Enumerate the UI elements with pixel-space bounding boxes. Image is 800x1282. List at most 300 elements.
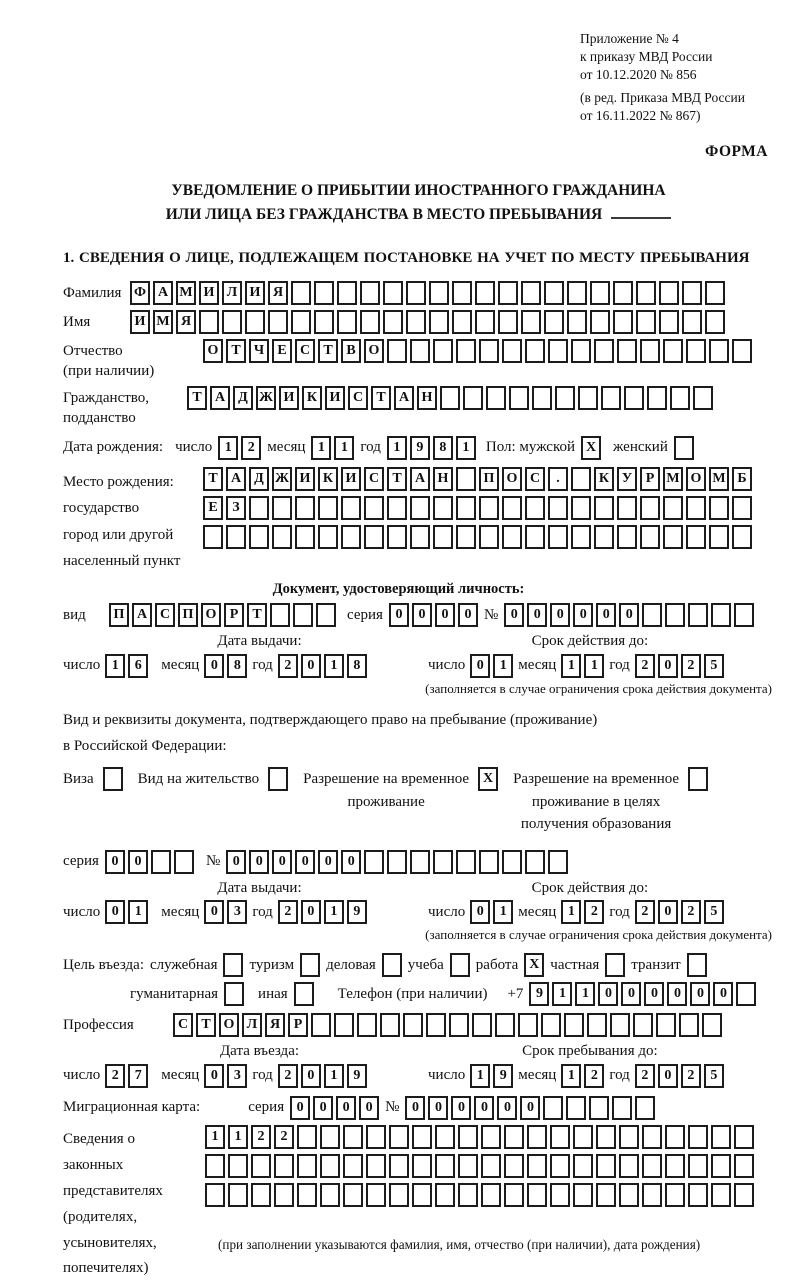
char-cell[interactable] [544, 281, 564, 305]
char-cell[interactable]: И [130, 310, 150, 334]
char-cell[interactable] [732, 525, 752, 549]
char-cell[interactable]: И [325, 386, 345, 410]
char-cell[interactable] [452, 281, 472, 305]
char-cell[interactable] [521, 281, 541, 305]
purpose-other-checkbox[interactable] [294, 982, 314, 1006]
char-cell[interactable]: 0 [272, 850, 292, 874]
char-cell[interactable]: В [341, 339, 361, 363]
char-cell[interactable] [525, 850, 545, 874]
char-cell[interactable]: 1 [493, 900, 513, 924]
char-cell[interactable]: 0 [204, 1064, 224, 1088]
char-cell[interactable] [389, 1154, 409, 1178]
char-cell[interactable] [619, 1125, 639, 1149]
char-cell[interactable] [550, 1125, 570, 1149]
char-cell[interactable]: 2 [635, 900, 655, 924]
char-cell[interactable] [656, 1013, 676, 1037]
migration-series-input[interactable] [290, 1096, 379, 1120]
char-cell[interactable] [226, 525, 246, 549]
char-cell[interactable]: 2 [278, 654, 298, 678]
char-cell[interactable]: 2 [241, 436, 261, 460]
char-cell[interactable] [566, 1096, 586, 1120]
residence-valid-month[interactable] [561, 900, 604, 924]
char-cell[interactable] [688, 767, 708, 791]
char-cell[interactable] [527, 1154, 547, 1178]
char-cell[interactable] [314, 281, 334, 305]
representatives-input-row1[interactable] [205, 1125, 754, 1149]
char-cell[interactable] [475, 310, 495, 334]
char-cell[interactable] [550, 1154, 570, 1178]
residence-valid-year[interactable] [635, 900, 724, 924]
char-cell[interactable] [670, 386, 690, 410]
char-cell[interactable]: А [153, 281, 173, 305]
char-cell[interactable]: М [176, 281, 196, 305]
char-cell[interactable] [406, 310, 426, 334]
birth-month-input[interactable] [311, 436, 354, 460]
char-cell[interactable]: X [581, 436, 601, 460]
patronymic-input[interactable] [203, 339, 752, 363]
char-cell[interactable]: 0 [470, 654, 490, 678]
char-cell[interactable] [711, 1125, 731, 1149]
residence-issue-year[interactable] [278, 900, 367, 924]
char-cell[interactable] [174, 850, 194, 874]
char-cell[interactable]: Т [226, 339, 246, 363]
char-cell[interactable] [410, 496, 430, 520]
char-cell[interactable] [294, 982, 314, 1006]
doc-issue-month[interactable] [204, 654, 247, 678]
profession-input[interactable] [173, 1013, 722, 1037]
char-cell[interactable] [403, 1013, 423, 1037]
char-cell[interactable]: 0 [318, 850, 338, 874]
char-cell[interactable] [663, 339, 683, 363]
doc-kind-input[interactable] [109, 603, 336, 627]
char-cell[interactable]: Л [222, 281, 242, 305]
char-cell[interactable] [151, 850, 171, 874]
char-cell[interactable] [366, 1154, 386, 1178]
purpose-study-checkbox[interactable] [450, 953, 470, 977]
char-cell[interactable] [456, 339, 476, 363]
char-cell[interactable] [410, 850, 430, 874]
char-cell[interactable]: Е [203, 496, 223, 520]
char-cell[interactable] [613, 310, 633, 334]
char-cell[interactable] [270, 603, 290, 627]
char-cell[interactable]: М [663, 467, 683, 491]
stay-month[interactable] [561, 1064, 604, 1088]
char-cell[interactable]: 0 [204, 654, 224, 678]
char-cell[interactable] [456, 525, 476, 549]
char-cell[interactable]: X [524, 953, 544, 977]
char-cell[interactable]: Р [640, 467, 660, 491]
char-cell[interactable] [452, 310, 472, 334]
char-cell[interactable] [573, 1154, 593, 1178]
phone-input[interactable] [529, 982, 756, 1006]
char-cell[interactable]: 0 [249, 850, 269, 874]
char-cell[interactable] [406, 281, 426, 305]
migration-number-input[interactable] [405, 1096, 655, 1120]
gender-male-checkbox[interactable] [581, 436, 601, 460]
char-cell[interactable] [199, 310, 219, 334]
char-cell[interactable] [590, 281, 610, 305]
char-cell[interactable]: О [502, 467, 522, 491]
char-cell[interactable] [642, 1154, 662, 1178]
char-cell[interactable] [594, 339, 614, 363]
char-cell[interactable] [341, 525, 361, 549]
char-cell[interactable] [589, 1096, 609, 1120]
char-cell[interactable] [594, 525, 614, 549]
char-cell[interactable] [412, 1125, 432, 1149]
char-cell[interactable]: 0 [621, 982, 641, 1006]
char-cell[interactable]: 0 [451, 1096, 471, 1120]
char-cell[interactable]: 0 [598, 982, 618, 1006]
char-cell[interactable] [682, 281, 702, 305]
char-cell[interactable]: А [210, 386, 230, 410]
char-cell[interactable]: 2 [278, 900, 298, 924]
char-cell[interactable] [693, 386, 713, 410]
char-cell[interactable]: 2 [251, 1125, 271, 1149]
char-cell[interactable] [686, 496, 706, 520]
temp-residence-education-checkbox[interactable] [688, 767, 708, 791]
char-cell[interactable] [688, 1125, 708, 1149]
char-cell[interactable] [429, 310, 449, 334]
char-cell[interactable] [659, 281, 679, 305]
char-cell[interactable] [682, 310, 702, 334]
char-cell[interactable] [475, 281, 495, 305]
char-cell[interactable] [456, 496, 476, 520]
char-cell[interactable] [732, 496, 752, 520]
char-cell[interactable] [686, 339, 706, 363]
char-cell[interactable] [433, 496, 453, 520]
char-cell[interactable] [596, 1183, 616, 1207]
char-cell[interactable] [364, 850, 384, 874]
doc-valid-day[interactable] [470, 654, 513, 678]
char-cell[interactable]: С [295, 339, 315, 363]
doc-issue-day[interactable] [105, 654, 148, 678]
char-cell[interactable]: Н [433, 467, 453, 491]
char-cell[interactable]: 1 [311, 436, 331, 460]
char-cell[interactable]: И [199, 281, 219, 305]
char-cell[interactable] [387, 496, 407, 520]
char-cell[interactable] [498, 310, 518, 334]
char-cell[interactable]: У [617, 467, 637, 491]
char-cell[interactable] [357, 1013, 377, 1037]
char-cell[interactable] [571, 339, 591, 363]
char-cell[interactable] [297, 1154, 317, 1178]
char-cell[interactable]: 0 [573, 603, 593, 627]
char-cell[interactable] [272, 525, 292, 549]
char-cell[interactable]: 0 [128, 850, 148, 874]
char-cell[interactable] [245, 310, 265, 334]
char-cell[interactable] [486, 386, 506, 410]
char-cell[interactable] [481, 1154, 501, 1178]
char-cell[interactable] [635, 1096, 655, 1120]
char-cell[interactable]: Р [224, 603, 244, 627]
char-cell[interactable] [272, 496, 292, 520]
char-cell[interactable] [567, 281, 587, 305]
char-cell[interactable]: 1 [584, 654, 604, 678]
char-cell[interactable] [337, 310, 357, 334]
char-cell[interactable]: Я [176, 310, 196, 334]
char-cell[interactable] [550, 1183, 570, 1207]
char-cell[interactable]: И [341, 467, 361, 491]
stay-year[interactable] [635, 1064, 724, 1088]
purpose-transit-checkbox[interactable] [687, 953, 707, 977]
char-cell[interactable] [686, 525, 706, 549]
char-cell[interactable]: 0 [470, 900, 490, 924]
char-cell[interactable]: 0 [527, 603, 547, 627]
char-cell[interactable] [548, 496, 568, 520]
char-cell[interactable] [573, 1183, 593, 1207]
char-cell[interactable] [449, 1013, 469, 1037]
visa-checkbox[interactable] [103, 767, 123, 791]
char-cell[interactable]: 2 [278, 1064, 298, 1088]
gender-female-checkbox[interactable] [674, 436, 694, 460]
char-cell[interactable]: 0 [204, 900, 224, 924]
char-cell[interactable] [734, 1125, 754, 1149]
char-cell[interactable] [567, 310, 587, 334]
char-cell[interactable]: М [153, 310, 173, 334]
char-cell[interactable]: О [364, 339, 384, 363]
purpose-private-checkbox[interactable] [605, 953, 625, 977]
char-cell[interactable]: 0 [341, 850, 361, 874]
char-cell[interactable] [663, 525, 683, 549]
char-cell[interactable]: Т [196, 1013, 216, 1037]
char-cell[interactable] [663, 496, 683, 520]
char-cell[interactable]: 5 [704, 654, 724, 678]
char-cell[interactable] [463, 386, 483, 410]
char-cell[interactable] [410, 339, 430, 363]
temp-residence-checkbox[interactable] [478, 767, 498, 791]
char-cell[interactable] [205, 1183, 225, 1207]
char-cell[interactable]: 0 [658, 654, 678, 678]
char-cell[interactable]: 0 [474, 1096, 494, 1120]
char-cell[interactable] [274, 1154, 294, 1178]
char-cell[interactable] [705, 281, 725, 305]
char-cell[interactable]: 5 [704, 900, 724, 924]
char-cell[interactable]: 0 [313, 1096, 333, 1120]
char-cell[interactable] [502, 496, 522, 520]
char-cell[interactable] [573, 1125, 593, 1149]
char-cell[interactable] [688, 1154, 708, 1178]
char-cell[interactable] [456, 850, 476, 874]
char-cell[interactable]: Б [732, 467, 752, 491]
char-cell[interactable] [383, 281, 403, 305]
char-cell[interactable] [605, 953, 625, 977]
char-cell[interactable] [472, 1013, 492, 1037]
char-cell[interactable] [709, 339, 729, 363]
char-cell[interactable] [624, 386, 644, 410]
char-cell[interactable] [320, 1125, 340, 1149]
char-cell[interactable] [642, 1125, 662, 1149]
birth-day-input[interactable] [218, 436, 261, 460]
char-cell[interactable] [590, 310, 610, 334]
char-cell[interactable]: 0 [458, 603, 478, 627]
char-cell[interactable] [251, 1183, 271, 1207]
surname-input[interactable] [130, 281, 725, 305]
char-cell[interactable]: С [525, 467, 545, 491]
char-cell[interactable] [366, 1125, 386, 1149]
char-cell[interactable] [527, 1125, 547, 1149]
char-cell[interactable] [525, 525, 545, 549]
char-cell[interactable]: 0 [301, 1064, 321, 1088]
char-cell[interactable] [502, 850, 522, 874]
char-cell[interactable]: О [201, 603, 221, 627]
char-cell[interactable] [527, 1183, 547, 1207]
representatives-input-row2[interactable] [205, 1154, 754, 1178]
char-cell[interactable] [337, 281, 357, 305]
char-cell[interactable] [525, 496, 545, 520]
char-cell[interactable]: 2 [635, 1064, 655, 1088]
char-cell[interactable] [224, 982, 244, 1006]
char-cell[interactable]: Н [417, 386, 437, 410]
char-cell[interactable] [619, 1183, 639, 1207]
char-cell[interactable]: 2 [681, 654, 701, 678]
char-cell[interactable] [571, 525, 591, 549]
char-cell[interactable]: 1 [561, 1064, 581, 1088]
char-cell[interactable] [343, 1154, 363, 1178]
char-cell[interactable] [702, 1013, 722, 1037]
char-cell[interactable]: 0 [658, 1064, 678, 1088]
char-cell[interactable] [440, 386, 460, 410]
char-cell[interactable] [481, 1183, 501, 1207]
char-cell[interactable] [711, 603, 731, 627]
char-cell[interactable] [711, 1183, 731, 1207]
char-cell[interactable] [613, 281, 633, 305]
char-cell[interactable]: 0 [226, 850, 246, 874]
char-cell[interactable] [412, 1183, 432, 1207]
char-cell[interactable] [504, 1183, 524, 1207]
char-cell[interactable] [228, 1183, 248, 1207]
char-cell[interactable] [318, 525, 338, 549]
char-cell[interactable]: 0 [428, 1096, 448, 1120]
char-cell[interactable]: 0 [504, 603, 524, 627]
char-cell[interactable] [268, 767, 288, 791]
char-cell[interactable]: 7 [128, 1064, 148, 1088]
char-cell[interactable]: 6 [128, 654, 148, 678]
representatives-input-row3[interactable] [205, 1183, 754, 1207]
char-cell[interactable] [709, 525, 729, 549]
char-cell[interactable]: 2 [635, 654, 655, 678]
residence-number-input[interactable] [226, 850, 568, 874]
char-cell[interactable]: П [479, 467, 499, 491]
char-cell[interactable] [640, 525, 660, 549]
char-cell[interactable]: . [548, 467, 568, 491]
char-cell[interactable] [382, 953, 402, 977]
char-cell[interactable] [311, 1013, 331, 1037]
char-cell[interactable] [665, 603, 685, 627]
char-cell[interactable]: 0 [497, 1096, 517, 1120]
residence-issue-day[interactable] [105, 900, 148, 924]
char-cell[interactable]: 2 [105, 1064, 125, 1088]
char-cell[interactable] [223, 953, 243, 977]
char-cell[interactable] [555, 386, 575, 410]
char-cell[interactable] [291, 281, 311, 305]
char-cell[interactable]: 1 [324, 900, 344, 924]
char-cell[interactable]: Т [247, 603, 267, 627]
char-cell[interactable] [640, 496, 660, 520]
char-cell[interactable] [433, 339, 453, 363]
char-cell[interactable] [674, 436, 694, 460]
char-cell[interactable] [636, 310, 656, 334]
char-cell[interactable] [509, 386, 529, 410]
char-cell[interactable]: 2 [584, 900, 604, 924]
char-cell[interactable]: 0 [359, 1096, 379, 1120]
char-cell[interactable]: Д [233, 386, 253, 410]
char-cell[interactable]: 1 [552, 982, 572, 1006]
char-cell[interactable] [647, 386, 667, 410]
char-cell[interactable] [479, 525, 499, 549]
char-cell[interactable]: 8 [227, 654, 247, 678]
char-cell[interactable] [295, 525, 315, 549]
residence-issue-month[interactable] [204, 900, 247, 924]
char-cell[interactable] [734, 603, 754, 627]
char-cell[interactable]: 1 [334, 436, 354, 460]
char-cell[interactable]: 0 [336, 1096, 356, 1120]
birth-place-input-row1[interactable] [203, 467, 752, 491]
char-cell[interactable]: 0 [667, 982, 687, 1006]
char-cell[interactable] [334, 1013, 354, 1037]
char-cell[interactable]: 2 [584, 1064, 604, 1088]
char-cell[interactable]: Е [272, 339, 292, 363]
char-cell[interactable] [320, 1154, 340, 1178]
char-cell[interactable] [543, 1096, 563, 1120]
char-cell[interactable]: Я [268, 281, 288, 305]
char-cell[interactable] [532, 386, 552, 410]
char-cell[interactable] [426, 1013, 446, 1037]
char-cell[interactable]: 2 [681, 1064, 701, 1088]
char-cell[interactable]: И [295, 467, 315, 491]
char-cell[interactable] [594, 496, 614, 520]
char-cell[interactable] [297, 1183, 317, 1207]
char-cell[interactable] [456, 467, 476, 491]
char-cell[interactable] [412, 1154, 432, 1178]
char-cell[interactable] [222, 310, 242, 334]
char-cell[interactable]: С [348, 386, 368, 410]
char-cell[interactable] [410, 525, 430, 549]
char-cell[interactable] [450, 953, 470, 977]
char-cell[interactable] [343, 1183, 363, 1207]
char-cell[interactable]: Т [387, 467, 407, 491]
char-cell[interactable] [518, 1013, 538, 1037]
char-cell[interactable]: Ч [249, 339, 269, 363]
char-cell[interactable]: 0 [405, 1096, 425, 1120]
char-cell[interactable] [293, 603, 313, 627]
char-cell[interactable] [479, 850, 499, 874]
doc-issue-year[interactable] [278, 654, 367, 678]
char-cell[interactable] [541, 1013, 561, 1037]
char-cell[interactable] [521, 310, 541, 334]
char-cell[interactable] [458, 1154, 478, 1178]
char-cell[interactable] [571, 496, 591, 520]
char-cell[interactable]: С [364, 467, 384, 491]
char-cell[interactable]: 0 [550, 603, 570, 627]
char-cell[interactable] [688, 603, 708, 627]
char-cell[interactable] [665, 1183, 685, 1207]
char-cell[interactable] [366, 1183, 386, 1207]
char-cell[interactable]: 0 [105, 900, 125, 924]
char-cell[interactable] [479, 339, 499, 363]
char-cell[interactable] [320, 1183, 340, 1207]
char-cell[interactable] [544, 310, 564, 334]
char-cell[interactable] [619, 1154, 639, 1178]
char-cell[interactable] [389, 1125, 409, 1149]
char-cell[interactable]: И [245, 281, 265, 305]
char-cell[interactable]: 1 [228, 1125, 248, 1149]
char-cell[interactable] [103, 767, 123, 791]
char-cell[interactable]: 1 [561, 654, 581, 678]
char-cell[interactable] [732, 339, 752, 363]
entry-month[interactable] [204, 1064, 247, 1088]
char-cell[interactable] [433, 850, 453, 874]
char-cell[interactable] [387, 525, 407, 549]
